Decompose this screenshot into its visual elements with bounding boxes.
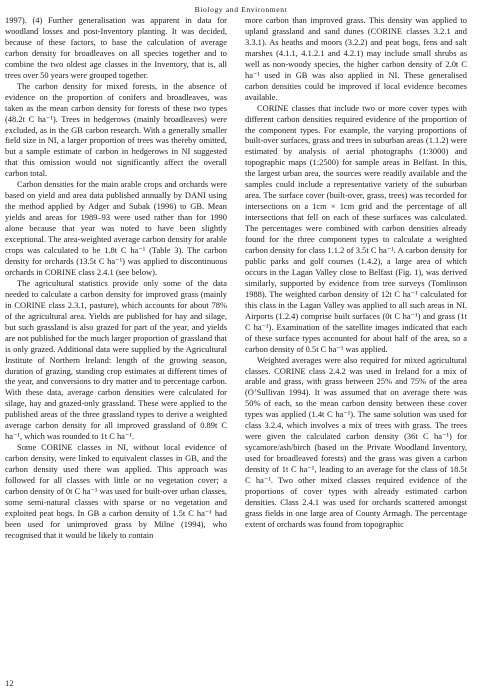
paragraph: Carbon densities for the main arable crops and orchards were based on yield and area data published annually by DANI using the method applied by Adger and Subak (1996) to GB. Mean yields and areas for 1989–93 were used rather than for 1990 alone because that year was noted to have been slightly exceptional. The area-weighted average carbon density for arable crops was calculated to be 1.8t C ha⁻¹ (Table 3). The carbon density for orchards (13.5t C ha⁻¹) was applied to discontinuous orchards in CORINE class 2.4.1 (see below). [5, 179, 227, 277]
paragraph: The carbon density for mixed forests, in the absence of evidence on the proportion of conifers and broadleaves, was taken as the mean carbon density for forests of these two types (48.2t C ha⁻¹). Trees in hedgerows (mainly broadleaves) were excluded, as in the GB carbon research. With a generally smaller field size in NI, a larger proportion of trees was thereby omitted, but a sample estimate of carbon in hedgerows in NI suggested that this omission would not significantly affect the overall carbon total. [5, 80, 227, 179]
paragraph: The agricultural statistics provide only some of the data needed to calculate a carbon density for improved grass (mainly in CORINE class 2.3.1, pasture), which accounts for about 78% of the agricultural area. Yields are published for hay and silage, but such grassland is also grazed for part of the year, and yields are not published for the much larger proportion of grassland that is only grazed. Additional data were supplied by the Agricultural Institute of Northern Ireland: length of the growing season, duration of grazing, standing crop estimates at different times of the year, and conversions to dry matter and to percentage carbon. With these data, average carbon densities were calculated for silage, hay and grazed-only grassland. These were applied to the published areas of the three grassland types to derive a weighted average carbon density for all improved grassland of 0.89t C ha⁻¹, which was rounded to 1t C ha⁻¹. [5, 277, 227, 442]
left-column [5, 15, 227, 541]
paragraph: Some CORINE classes in NI, without local evidence of carbon density, were linked to equivalent classes in GB, and the carbon density used there was applied. This approach was followed for all classes with little or no vegetation cover; a carbon density of 0t C ha⁻¹ was used for built-over urban classes, some semi-natural classes with sparse or no vegetation and exploited peat bogs. In GB a carbon density of 1.5t C ha⁻¹ had been used for unimproved grass by Milne (1994), who recognised that it would be likely to contain [5, 442, 227, 540]
right-column [245, 15, 467, 530]
paragraph: 1997). (4) Further generalisation was apparent in data for woodland losses and post-Inventory planting. It was decided, because of these factors, to base the calculation of average carbon density for broadleaves on all species together and to combine the two oldest age classes in the Inventory, that is, all trees over 50 years were grouped together. [5, 15, 227, 80]
page-number: 12 [5, 678, 14, 688]
paragraph: CORINE classes that include two or more cover types with different carbon densities required evidence of the proportion of the component types. For example, the varying proportions of built-over surfaces, grass and trees in suburban areas (1.1.2) were estimated by analysis of aerial photographs (1:3000) and topographic maps (1:2500) for sample areas in Belfast. In this, the largest urban area, the sources were readily available and the samples could include a representative variety of the suburban area. The surface cover (built-over, grass, trees) was recorded for intersections on a 1cm × 1cm grid and the percentage of all intersections that fell on each of these surfaces was calculated. The percentages were combined with carbon densities already found for the three component types to calculate a weighted carbon density for class 1.1.2 of 3.5t C ha⁻¹. A carbon density for public parks and golf courses (1.4.2), a large area of which occurs in the Lagan Valley close to Belfast (Fig. 1), was derived similarly, supported by evidence from tree surveys (Tomlinson 1988). The weighted carbon density of 12t C ha⁻¹ calculated for this class in the Lagan Valley was applied to all such areas in NI. Airports (1.2.4) comprise built surfaces (0t C ha⁻¹) and grass (1t C ha⁻¹). Examination of the satellite images indicated that each of these surface types accounted for about half of the area, so a carbon density of 0.5t C ha⁻¹ was applied. [245, 102, 467, 354]
paragraph: more carbon than improved grass. This density was applied to upland grassland and sand dunes (CORINE classes 3.2.1 and 3.3.1). As heaths and moors (3.2.2) and peat bogs, fens and salt marshes (4.1.1, 4.1.2.1 and 4.2.1) may include small shrubs as well as non-woody species, the higher carbon density of 2.0t C ha⁻¹ used in GB was also applied in NI. These generalised carbon densities could be improved if local evidence becomes available. [245, 15, 467, 102]
running-head: Biology and Environment [194, 5, 288, 14]
paragraph: Weighted averages were also required for mixed agricultural classes. CORINE class 2.4.2 was used in Ireland for a mix of arable and grass, with grass between 25% and 75% of the area (O’Sullivan 1994). It was assumed that on average there was 50% of each, so the mean carbon density between these cover types was applied (1.4t C ha⁻¹). The same solution was used for class 3.2.4, which involves a mix of trees with grass. The trees were given the calculated carbon density (36t C ha⁻¹) for sycamore/ash/birch (based on the Private Woodland Inventory, used for broadleaved forests) and the grass was given a carbon density of 1t C ha⁻¹, leading to an average for the class of 18.5t C ha⁻¹. Two other mixed classes required evidence of the proportions of cover types with already estimated carbon densities. Class 2.4.1 was used for orchards scattered amongst grass fields in one large area of County Armagh. The percentage extent of orchards was found from topographic [245, 354, 467, 529]
